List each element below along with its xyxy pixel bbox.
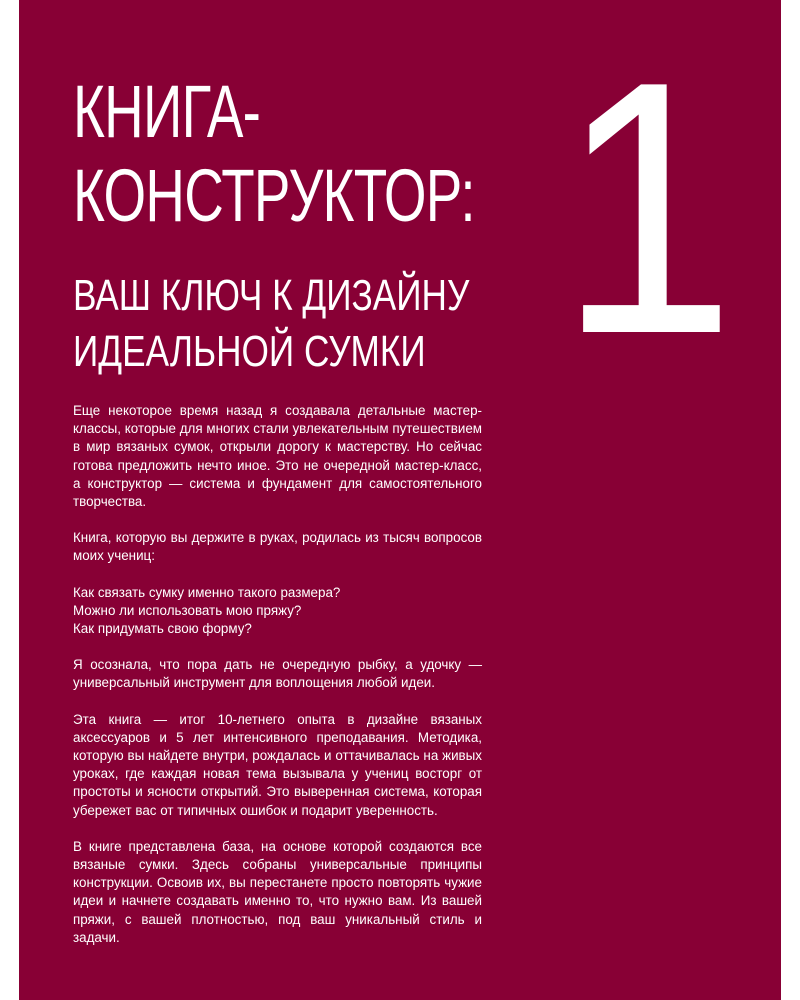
question-line: Можно ли использовать мою пряжу? — [73, 602, 302, 618]
student-questions — [73, 584, 482, 639]
question-line: Как связать сумку именно такого размера? — [73, 584, 341, 600]
chapter-title — [73, 70, 475, 238]
chapter-title-line-1: КНИГА- — [73, 70, 261, 153]
intro-paragraph: Еще некоторое время назад я создавала детальные мастер-классы, которые для многих стали увлекательным путешествием в мир вязаных сумок, открыли дорогу к мастерству. Но сейчас готова предложить нечто иное. Это не очередной мастер-класс, а конструктор — система и фундамент для самостоятельного творчества. — [73, 403, 482, 510]
question-line: Как придумать свою форму? — [73, 621, 252, 637]
chapter-number: 1 — [559, 7, 736, 409]
intro-paragraph: В книге представлена база, на основе которой создаются все вязаные сумки. Здесь собраны универсальные принципы конструкции. Освоив их, вы перестанете просто повторять чужие идеи и начнете создавать именно то, что нужно вам. Из вашей пряжи, с вашей плотностью, под ваш уникальный стиль и задачи. — [73, 838, 482, 945]
chapter-subtitle-line-1: ВАШ КЛЮЧ К ДИЗАЙНУ — [73, 271, 470, 320]
chapter-intro-text — [73, 402, 482, 965]
chapter-subtitle-line-2: ИДЕАЛЬНОЙ СУМКИ — [73, 327, 426, 376]
intro-paragraph: Эта книга — итог 10-летнего опыта в дизайне вязаных аксессуаров и 5 лет интенсивного преподавания. Методика, которую вы найдете внутри, рождалась и оттачивалась на живых уроках, где каждая новая тема вызывала у учениц восторг от простоты и ясности открытий. Это выверенная система, которая убережет вас от типичных ошибок и подарит уверенность. — [73, 711, 482, 818]
chapter-page — [19, 0, 781, 1000]
intro-paragraph: Я осознала, что пора дать не очередную рыбку, а удочку — универсальный инструмент для воплощения любой идеи. — [73, 657, 482, 691]
intro-paragraph: Книга, которую вы держите в руках, родилась из тысяч вопросов моих учениц: — [73, 530, 482, 564]
chapter-title-line-2: КОНСТРУКТОР: — [73, 154, 475, 237]
chapter-subtitle — [73, 268, 469, 380]
